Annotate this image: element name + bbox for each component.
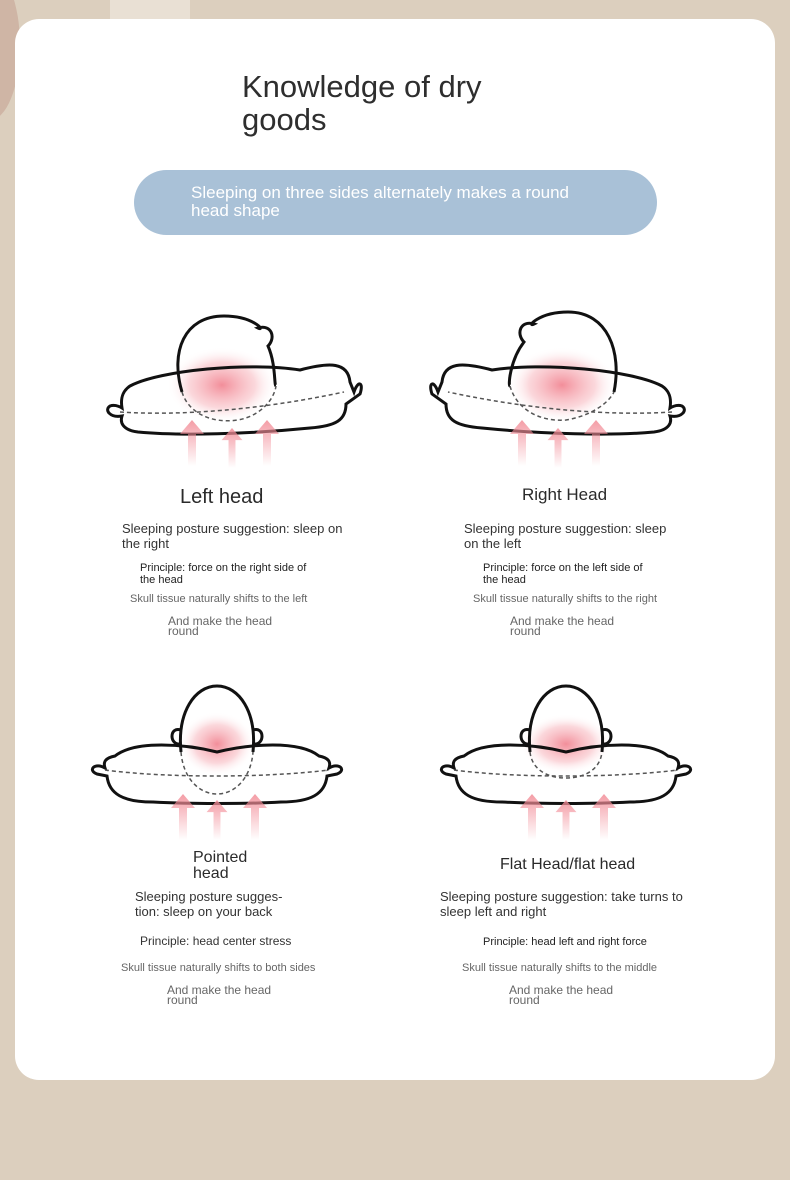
section-title-right-head: Right Head bbox=[522, 485, 608, 504]
section-result-right-head: And make the head round bbox=[510, 614, 615, 638]
section-result-pointed-head: And make the head round bbox=[167, 983, 272, 1007]
section-shift-pointed-head: Skull tissue naturally shifts to both sides bbox=[121, 962, 316, 974]
page-title: Knowledge of dry goods bbox=[242, 69, 482, 137]
section-title-pointed-head: Pointed head bbox=[193, 849, 248, 882]
section-suggestion-flat-head: Sleeping posture suggestion: take turns to sleep left and right bbox=[440, 889, 683, 919]
section-suggestion-left-head: Sleeping posture suggestion: sleep on the right bbox=[122, 521, 343, 551]
banner-pill bbox=[134, 170, 657, 235]
section-principle-flat-head: Principle: head left and right force bbox=[483, 936, 647, 948]
section-result-left-head: And make the head round bbox=[168, 614, 273, 638]
section-shift-left-head: Skull tissue naturally shifts to the left bbox=[130, 593, 308, 605]
section-suggestion-right-head: Sleeping posture suggestion: sleep on the left bbox=[464, 521, 667, 551]
section-suggestion-pointed-head: Sleeping posture sugges- tion: sleep on your back bbox=[135, 889, 283, 919]
section-result-flat-head: And make the head round bbox=[509, 983, 614, 1007]
baby-head-on-pillow-back-illustration bbox=[85, 678, 350, 843]
section-title-flat-head: Flat Head/flat head bbox=[500, 856, 636, 873]
baby-head-on-pillow-center-illustration bbox=[434, 678, 699, 843]
section-principle-pointed-head: Principle: head center stress bbox=[140, 934, 292, 948]
section-shift-flat-head: Skull tissue naturally shifts to the middle bbox=[462, 962, 658, 974]
baby-head-on-pillow-left-illustration bbox=[100, 300, 370, 470]
section-principle-left-head: Principle: force on the right side of the head bbox=[140, 562, 307, 586]
banner-text: Sleeping on three sides alternately makes a round head shape bbox=[191, 183, 570, 220]
section-title-left-head: Left head bbox=[180, 486, 264, 508]
baby-head-on-pillow-right-illustration bbox=[422, 300, 692, 470]
section-principle-right-head: Principle: force on the left side of the head bbox=[483, 562, 643, 586]
section-shift-right-head: Skull tissue naturally shifts to the right bbox=[473, 593, 658, 605]
background-decoration-top bbox=[110, 0, 190, 20]
